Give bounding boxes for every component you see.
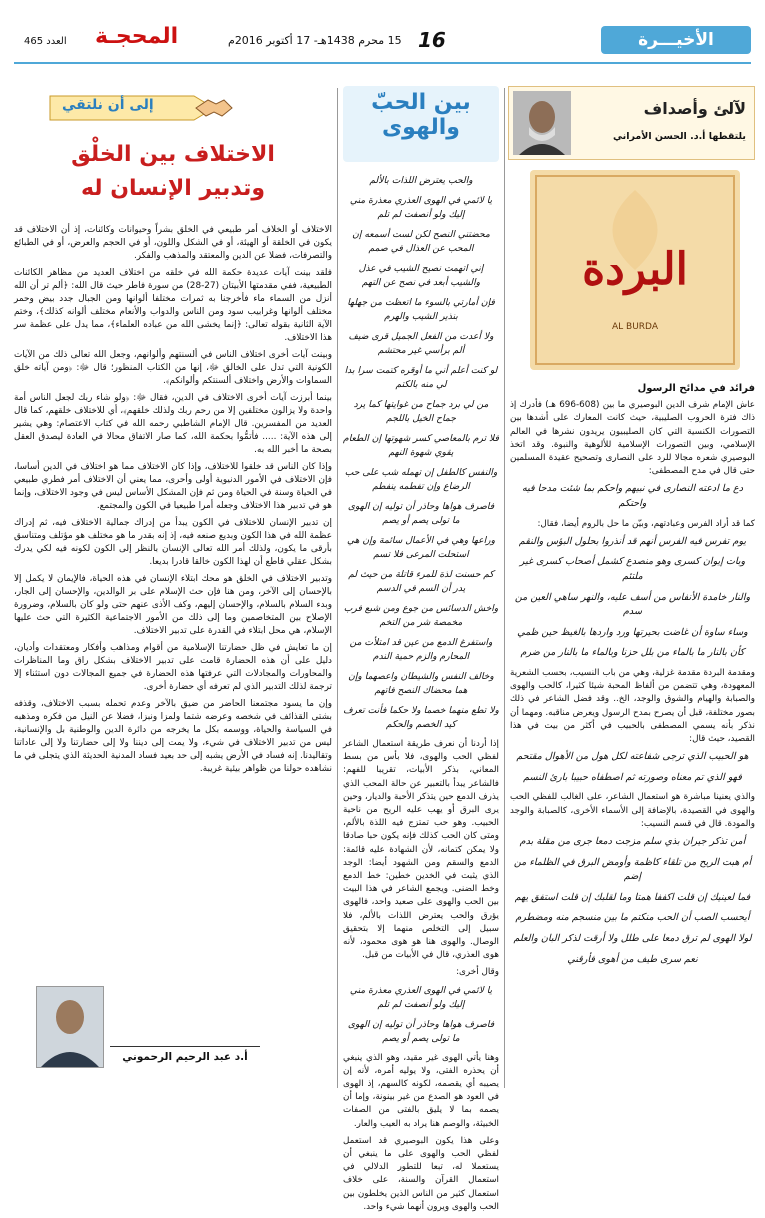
right-body [510,382,755,973]
verse: فاصرف هواها وحاذر أن توليه إن الهوى ما تولى يصم أو يصم [347,1018,495,1044]
verse: أيحسب الصب أن الحب منكتم ما بين منسجم منه ومضطرم [515,912,750,924]
verse: لولا الهوى لم ترق دمعا على طلل ولا أرقت لذكر البان والعلم [513,932,752,944]
paragraph: إن ما تعايش في ظل حضارتنا الإسلامية من أقوام ومذاهب وأفكار ومعتقدات وأديان، دليل على أن هذه الحضارة قامت على تدبير الاختلاف بشكل راق وما المناظرات والمحاورات والمجادلات التي عرفتها هذه الحضارة في جميع المجالات دون استثناء إلا ترجمة لذلك التدبير الذي لم تعرفه أي حضارة أخرى. [14,643,332,692]
verse: فإن أمارتي بالسوء ما اتعظت من جهلها بنذير الشيب والهرم [347,297,495,322]
verse: ولا أعدت من الفعل الجميل قرى ضيف ألم برأسي غير محتشم [348,331,494,356]
verse: ولا تطع منهما خصما ولا حكما فأنت تعرف كيد الخصم والحكم [343,705,499,730]
paragraph: وهنا يأتي الهوى غير مقيد، وهو الذي ينبغي أن يحذره الفتى، ولا يوليه أمره، لأنه إن يصيبه أي يقصمه، لكونه كالسهم، إذ الهوى في العود هو الصدع من غير بينونة، وإما أن يصمه بما لا يليق بالفتى من الصفات الخبيثة، والوصم هنا يراد به العيب والعار. [343,1052,499,1129]
verse: محضتني النصح لكن لست أسمعه إن المحب عن العذال في صمم [352,229,490,254]
paragraph: وتدبير الاختلاف في الخلق هو محك ابتلاء الإنسان في هذه الحياة، فالإيمان لا يكمل إلا بالإحسان إلى الآخر، ومن هنا فإن حث الإسلام على بر الوالدين، والإحسان إلى الجار، وبدء السلام بالسلام، والإحسان إليهم، وكف الأذى عنهم حتى ولو كان بالسلام، وضرورة الإصلاح بين المتخاصمين وما إلى ذلك من الأمور الاجتماعية الكثيرة التي حث عليها الإسلام، هي محل ابتلاء في القدرة على تدبير الاختلاف. [14,574,332,636]
verse: دع ما ادعته النصارى في نبيهم واحكم بما شئت مدحا فيه واحتكم [521,483,744,510]
verse: والحب يعترض اللذات بالألم [369,175,473,186]
right-column [510,86,755,1094]
paragraph: كما قد أراد الفرس وعبادتهم، وبيّن ما حل بالروم أيضا، فقال: [537,518,755,529]
issue-number: العدد 465 [24,36,67,47]
verse: يا لائمي في الهوى العذري معذرة مني إليك ولو أنصفت لم تلم [349,195,493,220]
column-divider [337,88,338,1088]
section-heading: فرائد في مدائح الرسول [637,383,755,394]
paragraph: إن تدبير الإنسان للاختلاف في الكون يبدأ من إدراك جمالية الاختلاف فيه، ثم إدراك عظمة الله في هذا الكون وبديع صنعه فيه، إذ إنه بقدر ما هو مختلف هو مؤتلف ومتناسق بأرقى ما يكون، ولذلك أمر الله تعالى الإنسان بالنظر إلى الكون لكونه فيه لكي يدرك بشكل عقلي قاطع أن لهذا الكون خالقا قادرا بديعا. [14,518,332,567]
banner-text: إلى أن نلتقي [62,97,154,113]
masthead-logo: المحجـة [95,24,179,49]
verse: فاصرف هواها وحاذر أن توليه إن الهوى ما تولى يصم أو يصم [347,501,495,526]
verse: أمن تذكر جيران بذي سلم مزجت دمعا جرى من مقلة بدم [519,835,746,847]
left-column [14,86,332,1094]
verse: واستفرغ الدمع من عين قد امتلأت من المحارم والزم حمية الندم [349,637,493,662]
middle-title-box [343,86,499,162]
verse: وراعها وهي في الأعمال سائمة وإن هي استحلت المرعى فلا تسم [346,535,496,560]
verse: والنار خامدة الأنفاس من أسف عليه، والنهر ساهي العين من سدم [514,591,751,618]
middle-title-line2: والهوى [382,115,460,140]
middle-body [343,174,499,1218]
verse: وخالف النفس والشيطان واعصهما وإن هما محضاك النصح فاتهم [348,671,494,696]
article-title-line2: وتدبير الإنسان له [80,176,266,201]
banner [44,90,234,126]
column-title: لآلئ وأصداف [643,99,746,118]
verse: فهو الذي تم معناه وصورته ثم اصطفاه حبيبا بارئ النسم [523,771,742,783]
verse: كم حسنت لذة للمرء قاتلة من حيث لم يدر أن السم في الدسم [348,569,494,594]
verse: هو الحبيب الذي ترجى شفاعته لكل هول من الأهوال مقتحم [516,751,749,763]
column-header-box [508,86,755,160]
author-signature: أ.د عبد الرحيم الرحموني [110,1046,260,1067]
verse: يوم تفرس فيه الفرس أنهم قد أنذروا بحلول البؤس والنقم [518,535,747,547]
header-rule [14,62,751,64]
issue-date: 15 محرم 1438هـ- 17 أكتوبر 2016م [228,34,402,47]
paragraph: الاختلاف أو الخلاف أمر طبيعي في الخلق بشراً وحيوانات وكائنات، إذ أن الاختلاف قد يكون في الخلقة أو الهيئة، أو في الشكل واللون، أو في الحجم والعرض، أو في الطبائع والتصرفات، فضلا عن الدين والمعتقد والمذهب والفكر. [14,225,332,261]
verse: وبات إيوان كسرى وهو منصدع كشمل أصحاب كسرى غير ملتئم [519,556,746,582]
verse: فلا ترم بالمعاصي كسر شهوتها إن الطعام يقوي شهوة النهم [343,433,499,458]
column-byline: يلتقطها أ.د. الحسن الأمراني [613,131,746,142]
verse: والنفس كالطفل إن تهمله شب على حب الرضاع وإن تفطمه ينفطم [344,467,498,492]
page-header [0,0,765,78]
page-number: 16 [418,28,446,52]
verse: وساء ساوة أن غاضت بحيرتها ورد واردها بالغيظ حين ظمي [517,626,748,638]
paragraph: وبينت آيات أخرى اختلاف الناس في ألسنتهم وألوانهم، وجعل الله تعالى ذلك من الآيات الكونية التي تدل على الخالق ﷻ، إنها من الكتاب المنظور؛ قال ﷻ: ﴿ومن آياته خلق السماوات والأرض واختلاف ألسنتكم وألوانكم﴾. [14,350,332,386]
column-divider [504,88,505,1088]
burda-calligraphy: البردة [582,244,688,295]
paragraph: ومقدمة البردة مقدمة غزلية، وهي من باب النسيب، بحسب الشعرية المعهودة، وهي تتضمن من ألفاظ المحبة شيئا كثيرا، كالحب والهوى والصبابة والهيام والشوق والوجد، الخ.. وقد فضل الشاعر في ذلك بصور مختلفة، قبل أن يصرح بمدح الرسول ويعرض مناقبه. ومهما أن نذكر بأنه يسمي المصطفى بالحبيب في أكثر من بيت في هذا القصيد، حيث قال: [510,667,755,744]
verse: من لي برد جماح من غوايتها كما يرد جماح الخيل باللجم [353,399,489,424]
verse: إني اتهمت نصيح الشيب في عذل والشيب أبعد في نصح عن التهم [358,263,484,288]
verse: كأن بالنار ما بالماء من بلل حزنا وبالماء ما بالنار من ضرم [520,647,745,659]
paragraph: فلقد بينت آيات عديدة حكمة الله في خلقه من اختلاف العديد من مظاهر الكائنات الطبيعية، ففي مقدمتها الأبيتان (27-28) من سورة فاطر حيث قال الله: ﴿ألم تر أن الله أنزل من السماء ماء فأخرجنا به ثمرات مختلفا ألوانها ومن الجبال جدد بيض وحمر مختلف ألوانها وغرابيب سود ومن الناس والدواب والأنعام مختلف ألوانه كذلك﴾، وختم الآية الثانية بقوله تعالى: ﴿إنما يخشى الله من عباده العلماء﴾، مما يدل على عظمة سر هذا الاختلاف. [14,268,333,343]
section-tag: الأخيـــرة [601,26,751,54]
verse: أم هبت الريح من تلقاء كاظمة وأومض البرق في الظلماء من إضم [513,856,752,883]
paragraph: وعلى هذا يكون البوصيري قد استعمل لفظي الحب والهوى على ما ينبغي أن يستعملا له، تبعا للتطور الدلالي في استعمال القرآن والسنة، على خلاف استعمال كثير من الناس الذين يخلطون بين الحب والهوى ويرون أنهما شيء واحد. [343,1135,499,1212]
middle-column [343,86,499,1212]
verse: يا لائمي في الهوى العذري معذرة مني إليك ولو أنصفت لم تلم [349,984,493,1010]
burda-image [530,170,740,370]
verse: فما لعينيك إن قلت اكففا همتا وما لقلبك إن قلت استفق يهم [514,891,751,903]
paragraph: عاش الإمام شرف الدين البوصيري ما بين (608-696 هـ) فأدرك إذ ذاك فترة الحروب الصليبية، حيث كانت المعارك على أشدها بين التصورات الكنسية التي كان الصليبيون يريدون نشرها في العالم الإسلامي، وبين التصورات الإسلامية للألوهية والنبوة. وقد اتخذ البوصيري شعره مجالا للرد على النصارى وتصحيح عقيدة المسلمين حتى قال في مدح المصطفى: [510,400,755,477]
middle-title-line1: بين الحبّ [371,90,471,115]
paragraph: وقال أخرى: [456,967,499,978]
author-photo [36,986,104,1068]
paragraph: والذي يعنينا مباشرة هو استعمال الشاعر، على الغالب للفظي الحب والهوى في القصيدة، بالإضافة إلى الأسماء الأخرى، كالصبابة والوجد والمودة. قال في قسم النسيب: [510,792,755,829]
paragraph: وإذا كان الناس قد خلقوا للاختلاف، وإذا كان الاختلاف مما هو اختلاف في الدين أساسا، فإن الاختلاف في الأمور الدنيوية أولى وأحرى، مما يعني أن الاختلاف أمر فطري طبيعي في الحياة وسنة في الحياة ومن ثم فإن المشكل الأساس ليس في وجود الاختلاف، وإنما هو في تدبير هذا الاختلاف وجعله أمرا طبيعيا في الكون والمجتمع. [14,462,332,511]
left-body [14,224,332,780]
verse: واخش الدسائس من جوع ومن شبع فرب مخمصة شر من التخم [343,603,499,628]
burda-latin: AL BURDA [612,322,658,332]
handshake-icon [194,92,234,122]
paragraph: وإن ما يسود مجتمعنا الحاضر من ضيق بالآخر وعدم تحمله بسبب الاختلاف، وقذفه بشتى القذائف في شخصه وعرضه شتما ولمزا ونبزا، فضلا عن النيل من فكره ومذهبه في السياسة والحياة، ووسمه بكل ما يخرجه من دائرة الدين والوطنية بل والإنسانية، ليس من تدبير الاختلاف في شيء، ولا يمت إلى ديننا ولا إلى حضارتنا ولا إلى عاداتنا وتقاليدنا. إنه فساد في الأرض يشبه إلى حد بعيد فساد المدنية الحديثة الذي يتجلى في ما نشاهده حولنا من ظواهر بيئية غريبة. [14,699,332,774]
paragraph: بينما أبرزت آيات أخرى الاختلاف في الدين، فقال ﷻ: ﴿ولو شاء ربك لجعل الناس أمة واحدة ولا يزالون مختلفين إلا من رحم ربك ولذلك خلقهم﴾، أي للاختلاف خلقهم، كما قال العديد من المفسرين. قال الإمام الشاطبي رحمه الله في كتاب الاعتصام: وهي يشير إلى هذه الآية: ..... فأتمُّوا بحكمة الله، كما صار الاتفاق محالا في العادة ليصدق العقل بصحة ما أخبر الله به. [14,393,332,455]
article-title-line1: الاختلاف بين الخلْق [71,142,275,167]
author-photo [513,91,571,155]
verse: نعم سرى طيف من أهوى فأرقني [567,953,698,965]
verse: لو كنت أعلم أني ما أوقره كتمت سرا بدا لي منه بالكتم [344,365,498,390]
paragraph: إذا أردنا أن نعرف طريقة استعمال الشاعر لفظي الحب والهوى، فلا بأس من بسط المعاني، بذكر الأبيات، تقريبا للفهم: فالشاعر يبدأ بالتعبير عن حالة المحب الذي يذرف الدمع حين يتذكر الأحبة والديار، وحين يرى البرق أو يهب عليه الريح من ناحية الحبيب. وهو حب تمتزج فيه اللذة بالألم، ومتى كان الحب كذلك فإنه يكون حبا صادقا ولا يمكن كتمانه، لأن الشهادة عليه قائمة: الدمع والسقم ومن الشهود أيضا: الوجد الذي يثبت في الخدين خطين: خط الدمع وخط الضنى. ويجمع الشاعر في هذا البيت بين الحب والهوى على صعيد واحد، فالهوى يؤرق والحب يعترض اللذات بالألم، فلا سبيل إلى التخلص منهما إلا بتحقيق الوصال. والهوى هنا هو هوى محمود، لأنه هوى العذري، قال في الأبيات من قبل. [343,739,499,961]
